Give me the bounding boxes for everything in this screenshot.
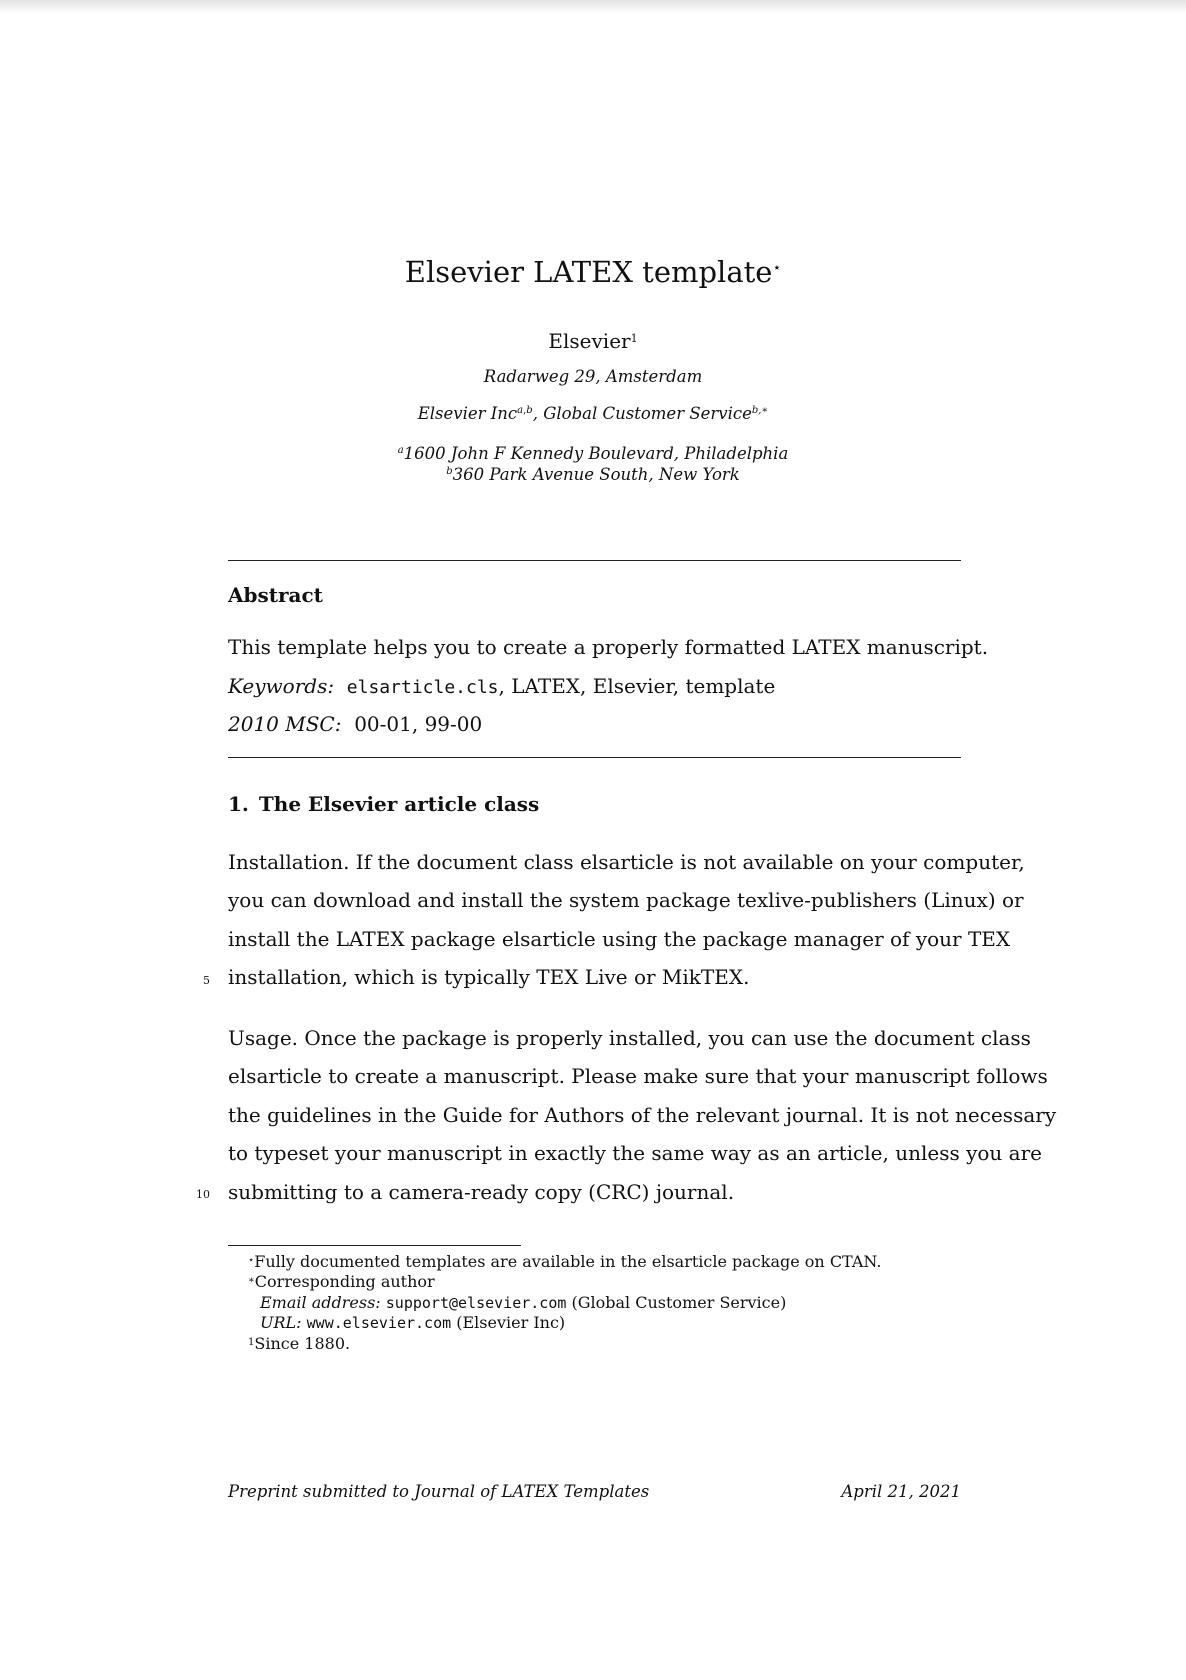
author-line [0, 328, 1186, 354]
footnote-since-text: Since 1880. [254, 1334, 351, 1353]
line-number-5: 5 [203, 974, 210, 987]
coauthor-2-mark: b,∗ [751, 405, 769, 416]
url-link[interactable]: www.elsevier.com [306, 1314, 452, 1332]
email-note: (Global Customer Service) [571, 1293, 787, 1312]
paragraph-line: install the LATEX package elsarticle using the package manager of your TEX [228, 926, 1011, 951]
paragraph-line: Installation. If the document class elsarticle is not available on your computer, [228, 850, 1025, 874]
email-label: Email address: [260, 1293, 381, 1312]
url-note: (Elsevier Inc) [456, 1313, 566, 1332]
msc-label: 2010 MSC: [228, 712, 342, 736]
coauthor-1-mark: a,b [517, 405, 533, 416]
title-footnote-mark: ⋆ [772, 260, 782, 276]
affiliation-a-text: 1600 John F Kennedy Boulevard, Philadelphia [403, 444, 789, 463]
footnote-star-mark: ⋆ [248, 1255, 255, 1266]
paragraph-line: elsarticle to create a manuscript. Please make sure that your manuscript follows [228, 1064, 1048, 1089]
footnote-corresponding [248, 1272, 435, 1292]
paper-title [0, 254, 1186, 290]
section-heading [228, 792, 539, 816]
paragraph-line: installation, which is typically TEX Live or MikTEX. [228, 965, 750, 990]
paragraph-line: to typeset your manuscript in exactly the same way as an article, unless you are [228, 1141, 1042, 1166]
affiliation-b-mark: b [446, 466, 453, 477]
paragraph-usage [228, 1019, 1057, 1211]
paragraph-line: you can download and install the system package texlive-publishers (Linux) or [228, 888, 1024, 913]
keywords-line [228, 673, 775, 701]
affiliation-authors: Elsevier Inc$^{a,b}$, Global Customer Service$^{b,∗}$ [417, 404, 769, 423]
footnote-corresponding-text: Corresponding author [254, 1272, 435, 1291]
page-top-shadow [0, 0, 1186, 14]
msc-line [228, 711, 482, 737]
affiliation-b-text: 360 Park Avenue South, New York [452, 465, 740, 484]
abstract-heading: Abstract [228, 583, 323, 607]
affiliation-address: Radarweg 29, Amsterdam [483, 367, 703, 386]
affiliation-a [0, 443, 1186, 465]
footnote-since [248, 1334, 350, 1354]
section-title: The Elsevier article class [258, 792, 540, 816]
author-name: Elsevier [548, 329, 631, 353]
footer-journal: Preprint submitted to Journal of LATEX Templates [228, 1482, 650, 1501]
affiliation-b [0, 464, 1186, 486]
abstract-top-rule [228, 560, 961, 561]
footnote-since-mark: 1 [248, 1337, 255, 1348]
paragraph-line: submitting to a camera-ready copy (CRC) journal. [228, 1179, 735, 1204]
keyword-cls: elsarticle.cls [346, 677, 499, 698]
footnote-star-text: Fully documented templates are available in the elsarticle package on CTAN. [254, 1252, 882, 1271]
paragraph-installation [228, 843, 1025, 997]
footnote-email [260, 1293, 786, 1313]
keywords-label: Keywords: [228, 674, 335, 698]
abstract-text: This template helps you to create a properly formatted LATEX manuscript. [228, 635, 989, 659]
url-label: URL: [260, 1313, 302, 1332]
footnote-star [248, 1252, 881, 1272]
footnote-url [260, 1313, 565, 1333]
footnote-rule [228, 1245, 521, 1246]
section-number: 1. [228, 792, 249, 816]
email-link[interactable]: support@elsevier.com [385, 1294, 567, 1312]
footer-date: April 21, 2021 [841, 1482, 961, 1501]
line-number-10: 10 [196, 1188, 210, 1201]
msc-value: 00-01, 99-00 [354, 712, 483, 736]
paragraph-line: Usage. Once the package is properly installed, you can use the document class [228, 1026, 1031, 1050]
footnote-corresponding-mark: ∗ [248, 1275, 255, 1286]
paragraph-line: the guidelines in the Guide for Authors of the relevant journal. It is not necessary [228, 1102, 1057, 1127]
author-footnote-mark: 1 [630, 332, 638, 345]
keywords-rest: , LATEX, Elsevier, template [498, 674, 776, 698]
coauthor-2: Global Customer Service [543, 404, 752, 423]
title-text: Elsevier LATEX template [404, 255, 773, 289]
abstract-bottom-rule [228, 757, 961, 758]
affiliation-a-mark: a [397, 445, 404, 456]
coauthor-1: Elsevier Inc [417, 404, 518, 423]
